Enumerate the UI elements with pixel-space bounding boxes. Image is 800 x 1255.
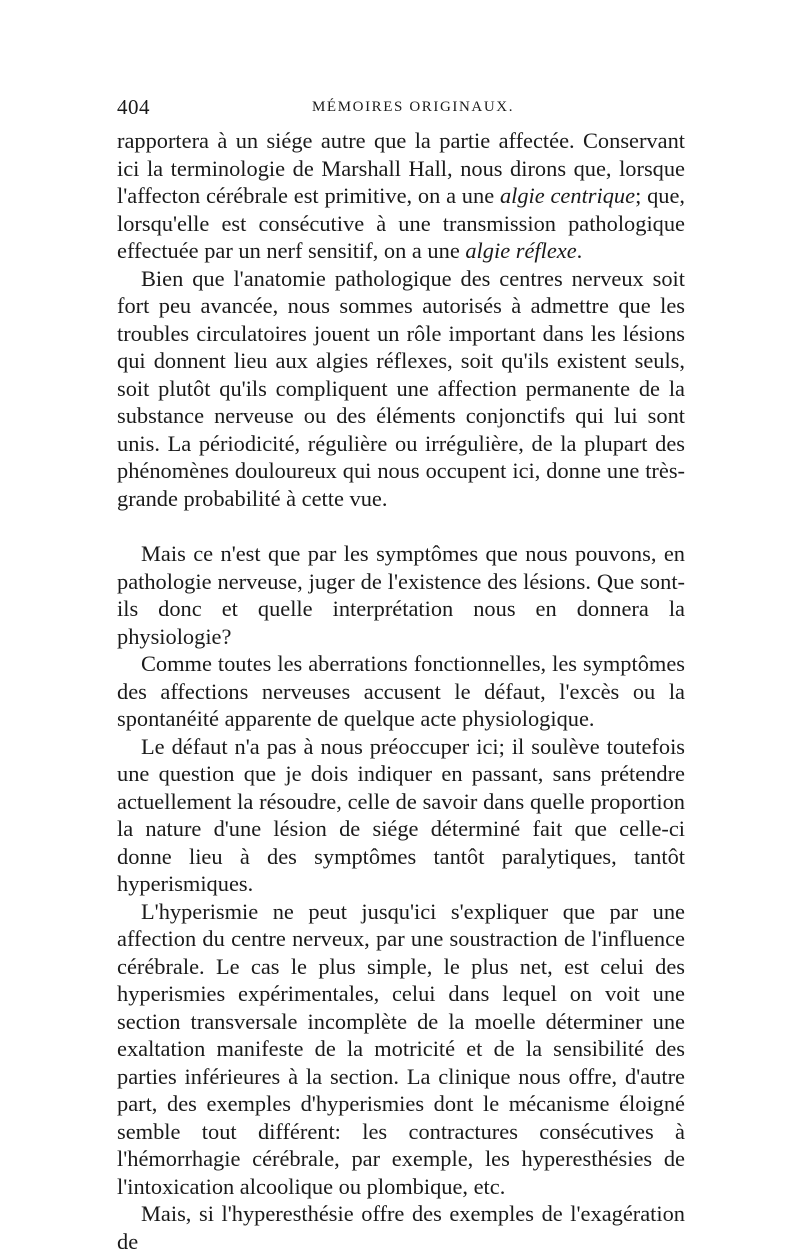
- italic-term: algie centrique: [499, 183, 636, 208]
- paragraph-text: .: [576, 238, 583, 263]
- paragraph-text: ; que, lorsqu'elle est consécutive à une transmission pathologique effectuée par un nerf sensitif, on a une: [117, 183, 685, 263]
- page-header: [117, 95, 685, 125]
- section-break: [117, 512, 685, 540]
- paragraph: Bien que l'anatomie pathologique des centres nerveux soit fort peu avancée, nous sommes autorisés à admettre que les troubles circulatoires jouent un rôle important dans les lésions qui donnent lieu aux algies réflexes, soit qu'ils existent seuls, soit plutôt qu'ils compliquent une affection permanente de la substance nerveuse ou des éléments conjonctifs qui lui sont unis. La périodicité, régulière ou irrégulière, de la plupart des phénomènes douloureux qui nous occupent ici, donne une très-grande probabilité à cette vue.: [117, 265, 685, 511]
- paragraph: L'hyperismie ne peut jusqu'ici s'expliquer que par une affection du centre nerveux, par une soustraction de l'influence cérébrale. Le cas le plus simple, le plus net, est celui des hyperismies expérimentales, celui dans lequel on voit une section transversale incomplète de la moelle déterminer une exaltation manifeste de la motricité et de la sensibilité des parties inférieures à la section. La clinique nous offre, d'autre part, des exemples d'hyperismies dont le mécanisme éloigné semble tout différent: les contractures consécutives à l'hémorrhagie cérébrale, par exemple, les hyperesthésies de l'intoxication alcoolique ou plombique, etc.: [117, 898, 685, 1199]
- paragraph-continued: [117, 127, 685, 265]
- italic-term: algie réflexe: [465, 238, 577, 263]
- paragraph: Comme toutes les aberrations fonctionnelles, les symptômes des affections nerveuses accusent le défaut, l'excès ou la spontanéité apparente de quelque acte physiologique.: [117, 651, 685, 731]
- body-text: [117, 127, 685, 1255]
- page-number: 404: [117, 95, 150, 119]
- paragraph: Mais ce n'est que par les symptômes que nous pouvons, en pathologie nerveuse, juger de l'existence des lésions. Que sont-ils donc et quelle interprétation nous en donnera la physiologie?: [117, 541, 685, 649]
- paragraph-text: rapportera à un siége autre que la partie affectée. Conservant ici la terminologie de Marshall Hall, nous dirons que, lorsque l'affecton cérébrale est primitive, on a une: [117, 128, 685, 208]
- running-title: MÉMOIRES ORIGINAUX.: [312, 99, 515, 115]
- paragraph-final-line: Mais, si l'hyperesthésie offre des exemples de l'exagération de: [117, 1201, 685, 1254]
- paragraph: Le défaut n'a pas à nous préoccuper ici; il soulève toutefois une question que je dois indiquer en passant, sans prétendre actuellement la résoudre, celle de savoir dans quelle proportion la nature d'une lésion de siége déterminé fait que celle-ci donne lieu à des symptômes tantôt paralytiques, tantôt hyperismiques.: [117, 733, 685, 896]
